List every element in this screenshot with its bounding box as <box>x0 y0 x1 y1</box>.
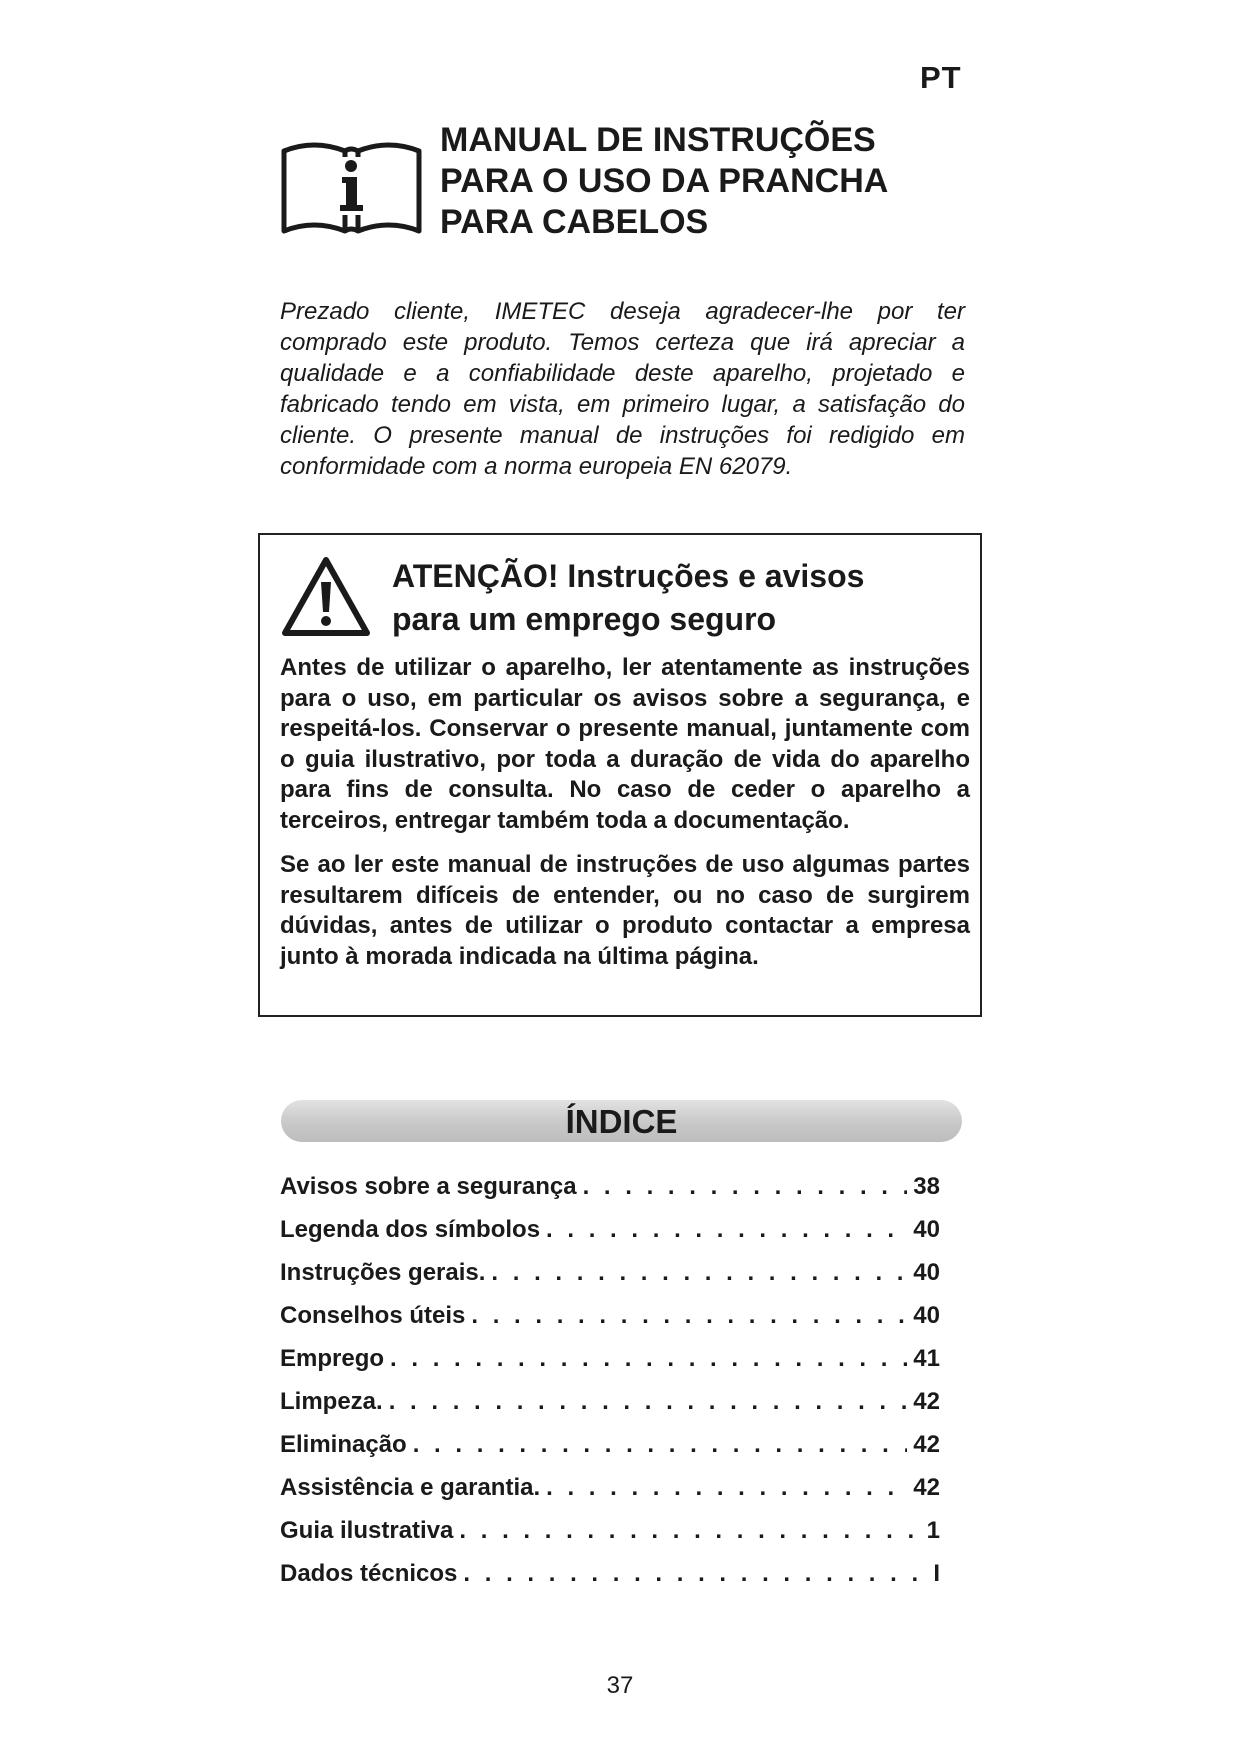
warning-icon <box>280 554 372 638</box>
toc-leader <box>390 1345 907 1373</box>
toc-page: 40 <box>913 1216 940 1243</box>
toc-label: Legenda dos símbolos <box>280 1216 541 1243</box>
toc-leader <box>459 1517 920 1545</box>
warning-title-line: para um emprego seguro <box>392 601 777 637</box>
toc-entry[interactable] <box>280 1560 940 1603</box>
toc-label: Conselhos úteis <box>280 1302 466 1329</box>
toc-page: I <box>933 1560 940 1587</box>
toc-page: 42 <box>913 1431 940 1458</box>
toc-label: Avisos sobre a segurança <box>280 1173 577 1200</box>
language-code: PT <box>920 60 962 95</box>
toc-leader <box>583 1173 908 1201</box>
toc-label: Emprego <box>280 1345 385 1372</box>
toc-label: Assistência e garantia. <box>280 1474 541 1501</box>
warning-paragraph: Antes de utilizar o aparelho, ler atentamente as instruções para o uso, em particular os avisos sobre a segurança, e respeitá-los. Conservar o presente manual, juntamente com o guia ilustrativo, por toda a duração de vida do aparelho para fins de consulta. No caso de ceder o aparelho a terceiros, entregar também toda a documentação. <box>280 654 970 834</box>
toc-leader <box>491 1259 907 1287</box>
toc-label: Eliminação <box>280 1431 407 1458</box>
toc-page: 41 <box>913 1345 940 1372</box>
intro-text: Prezado cliente, IMETEC deseja agradecer-lhe por ter comprado este produto. Temos certeza que irá apreciar a qualidade e a confiabilidade deste aparelho, projetado e fabricado tendo em vista, em primeiro lugar, a satisfação do cliente. O presente manual de instruções foi redigido em conformidade com a norma europeia EN 62079. <box>280 298 965 480</box>
toc-entry[interactable] <box>280 1216 940 1259</box>
toc-leader <box>546 1474 907 1502</box>
warning-title-line: ATENÇÃO! Instruções e avisos <box>392 558 865 594</box>
table-of-contents <box>280 1173 940 1603</box>
index-heading: ÍNDICE <box>281 1100 962 1142</box>
toc-entry[interactable] <box>280 1302 940 1345</box>
toc-leader <box>463 1560 927 1588</box>
toc-entry[interactable] <box>280 1259 940 1302</box>
title-line: MANUAL DE INSTRUÇÕES <box>440 121 876 159</box>
toc-page: 40 <box>913 1302 940 1329</box>
toc-leader <box>471 1302 907 1330</box>
toc-page: 40 <box>913 1259 940 1286</box>
toc-page: 42 <box>913 1474 940 1501</box>
info-manual-icon <box>279 133 424 238</box>
toc-label: Limpeza. <box>280 1388 383 1415</box>
toc-leader <box>546 1216 907 1244</box>
toc-label: Instruções gerais. <box>280 1259 486 1286</box>
toc-entry[interactable] <box>280 1173 940 1216</box>
toc-page: 38 <box>913 1173 940 1200</box>
warning-title <box>392 555 952 641</box>
title-line: PARA O USO DA PRANCHA <box>440 162 889 200</box>
toc-entry[interactable] <box>280 1345 940 1388</box>
toc-page: 42 <box>913 1388 940 1415</box>
toc-label: Dados técnicos <box>280 1560 458 1587</box>
toc-entry[interactable] <box>280 1474 940 1517</box>
intro-paragraph <box>280 296 965 482</box>
toc-page: 1 <box>926 1517 940 1544</box>
toc-entry[interactable] <box>280 1517 940 1560</box>
document-title <box>440 120 1000 243</box>
warning-body <box>280 653 970 986</box>
title-line: PARA CABELOS <box>440 203 709 241</box>
toc-leader <box>413 1431 908 1459</box>
toc-label: Guia ilustrativa <box>280 1517 454 1544</box>
safety-warning-box <box>258 533 982 1017</box>
warning-paragraph: Se ao ler este manual de instruções de uso algumas partes resultarem difíceis de entender, ou no caso de surgirem dúvidas, antes de utilizar o produto contactar a empresa junto à morada indicada na última página. <box>280 851 970 970</box>
toc-entry[interactable] <box>280 1388 940 1431</box>
toc-entry[interactable] <box>280 1431 940 1474</box>
toc-leader <box>389 1388 908 1416</box>
page-number: 37 <box>606 1672 634 1699</box>
